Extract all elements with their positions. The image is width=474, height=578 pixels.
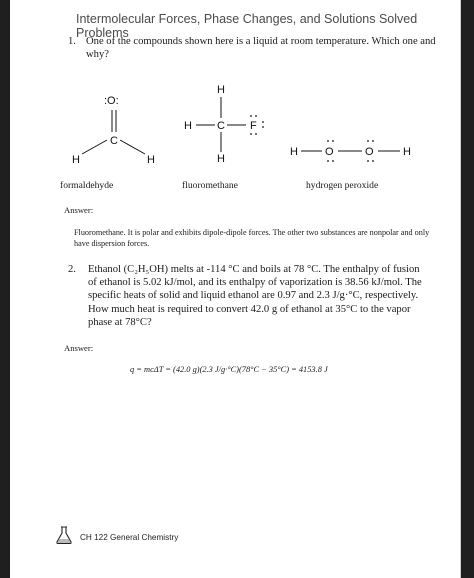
formaldehyde-label: formaldehyde xyxy=(60,180,114,191)
svg-text:F: F xyxy=(250,120,257,132)
answer-2-label: Answer: xyxy=(64,343,94,353)
answer-1-label: Answer: xyxy=(64,205,94,215)
answer-2-equation: q = mcΔT = (42.0 g)(2.3 J/g·°C)(78°C − 35°C) = 4153.8 J xyxy=(130,365,328,374)
document-page xyxy=(10,0,461,578)
fluoromethane-structure xyxy=(184,84,264,165)
svg-text:H: H xyxy=(217,153,225,165)
molecule-structures xyxy=(20,70,450,185)
answer-1-text: Fluoromethane. It is polar and exhibits dipole-dipole forces. The other two substances are nonpolar and only have dispersion forces. xyxy=(74,228,430,248)
page-title: Intermolecular Forces, Phase Changes, and Solutions Solved Problems xyxy=(76,12,418,40)
question-1-number: 1. xyxy=(68,36,76,47)
course-footer: CH 122 General Chemistry xyxy=(80,533,179,542)
hydrogen-peroxide-structure xyxy=(290,140,411,162)
question-1-text: One of the compounds shown here is a liquid at room temperature. Which one and why? xyxy=(86,36,436,60)
svg-text:C: C xyxy=(110,135,118,147)
flask-icon xyxy=(54,525,74,545)
svg-text:H: H xyxy=(290,146,298,158)
svg-text:H: H xyxy=(403,146,411,158)
question-2-number: 2. xyxy=(68,264,76,275)
svg-text:H: H xyxy=(184,120,192,132)
formaldehyde-structure xyxy=(72,95,155,166)
svg-text:C: C xyxy=(217,120,225,132)
svg-text:H: H xyxy=(217,84,225,96)
svg-text::O:: :O: xyxy=(104,95,119,107)
svg-text:H: H xyxy=(147,154,155,166)
svg-text:O: O xyxy=(325,146,334,158)
svg-text:H: H xyxy=(72,154,80,166)
question-2-text: Ethanol (C₂H₅OH) melts at -114 °C and boils at 78 °C. The enthalpy of fusion of ethanol is 5.02 kJ/mol, and its enthalpy of vaporization is 38.56 kJ/mol. The specific heats of solid and liquid ethanol are 0.97 and 2.3 J/g·°C, respectively. How much heat is required to convert 42.0 g of ethanol at 35°C to the vapor phase at 78°C? xyxy=(88,264,422,328)
svg-text:O: O xyxy=(365,146,374,158)
hydrogen-peroxide-label: hydrogen peroxide xyxy=(306,180,379,191)
fluoromethane-label: fluoromethane xyxy=(182,180,238,191)
